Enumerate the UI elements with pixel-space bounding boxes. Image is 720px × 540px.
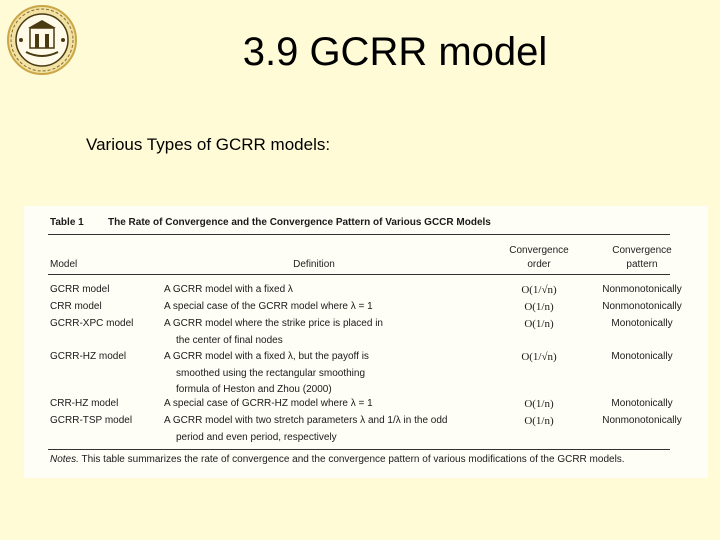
header-pattern-line1: Convergence [612,245,672,256]
cell-order: O(1/n) [524,318,554,330]
cell-pattern: Monotonically [611,318,673,329]
convergence-table [24,206,708,478]
header-pattern-line2: pattern [626,259,658,270]
cell-definition-line: A special case of GCRR-HZ model where λ = 1 [164,398,373,409]
cell-pattern: Nonmonotonically [602,284,682,295]
cell-pattern: Nonmonotonically [602,301,682,312]
slide-subtitle: Various Types of GCRR models: [86,135,331,154]
cell-pattern: Monotonically [611,351,673,362]
cell-definition-line: formula of Heston and Zhou (2000) [176,384,332,395]
cell-model: CRR-HZ model [50,398,119,409]
cell-definition-line: smoothed using the rectangular smoothing [176,367,366,379]
header-model: Model [50,259,78,270]
cell-definition-line: A GCRR model with two stretch parameters λ and 1/λ in the odd [164,415,448,426]
cell-order: O(1/√n) [521,284,557,296]
table-caption-text: The Rate of Convergence and the Convergence Pattern of Various GCCR Models [108,217,491,228]
table-notes [50,454,625,465]
cell-pattern: Monotonically [611,398,673,409]
cell-definition [164,282,484,299]
cell-definition [164,413,484,446]
cell-model: CRR model [50,301,102,312]
cell-model: GCRR-HZ model [50,351,127,362]
header-order-line2: order [527,259,551,270]
notes-text: This table summarizes the rate of convergence and the convergence pattern of various modifications of the GCRR models. [81,454,625,465]
cell-model: GCRR model [50,284,110,295]
cell-order: O(1/n) [524,415,554,427]
cell-definition-line: period and even period, respectively [176,431,337,443]
header-definition: Definition [293,259,335,270]
cell-definition [164,299,484,316]
table-caption [50,217,491,228]
cell-order: O(1/√n) [521,351,557,363]
top-rule [48,234,670,235]
header-rule [48,274,670,275]
cell-definition-line: A GCRR model with a fixed λ, but the payoff is [164,351,369,362]
bottom-rule [48,449,670,450]
cell-definition-line: A special case of the GCRR model where λ = 1 [164,301,373,312]
notes-label: Notes. [50,454,79,465]
cell-definition [164,396,484,413]
cell-definition [164,349,484,399]
cell-model: GCRR-TSP model [50,415,133,426]
header-order-line1: Convergence [509,245,569,256]
header-convergence-pattern [590,244,694,272]
cell-order: O(1/n) [524,301,554,313]
cell-definition-line: A GCRR model where the strike price is placed in [164,318,383,329]
header-convergence-order [490,244,588,272]
cell-definition-line: A GCRR model with a fixed λ [164,284,293,295]
cell-order: O(1/n) [524,398,554,410]
slide-title: 3.9 GCRR model [242,30,548,74]
cell-definition-line: the center of final nodes [176,334,283,346]
table-caption-number: Table 1 [50,217,84,228]
cell-definition [164,316,484,349]
cell-pattern: Nonmonotonically [602,415,682,426]
cell-model: GCRR-XPC model [50,318,134,329]
